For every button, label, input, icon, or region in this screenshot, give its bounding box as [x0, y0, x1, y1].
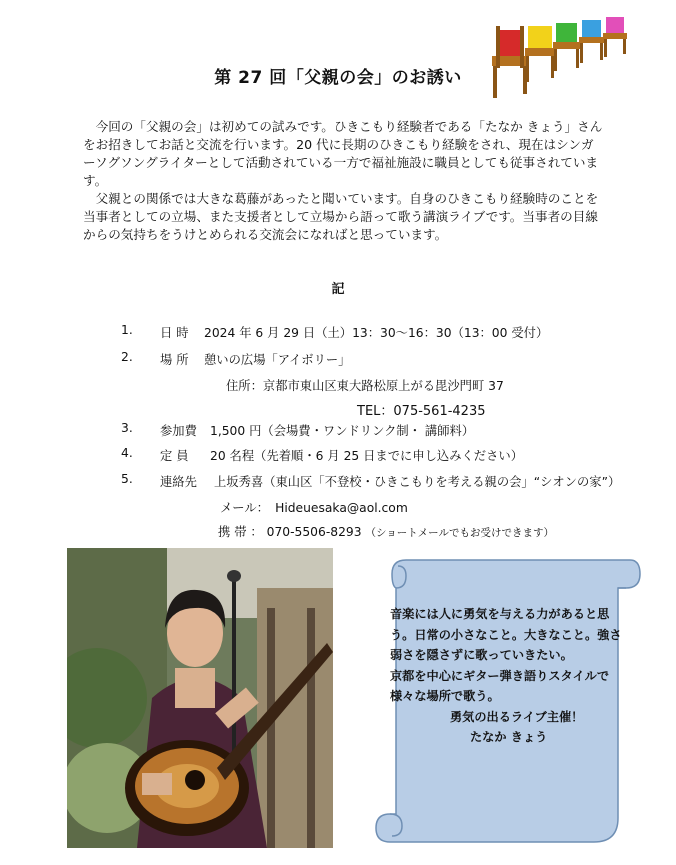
scroll-slogan: 勇気の出るライブ主催！ — [450, 709, 584, 724]
intro-paragraph: 父親との関係では大きな葛藤があったと聞いています。自身のひきこもり経験時のことを当事者としての立場、また支援者として立場から語って歌う講演ライブです。当事者の目線からの気持ちをうけとめられる交流会になればと思っています。 — [83, 191, 599, 242]
event-details: 1. 日 時 2024 年 6 月 29 日（土）13：30～16：30（13：00 受付） 2. 場 所 憩いの広場「アイボリー」 住所：京都市東山区東大路松原上がる毘沙門町 37 TEL：075-561-4235 3. 参加費 1,500 円（会場費・ワンドリンク制・ 講師料） 4. 定 員 20 名程（先着順・6 月 25 日までに申し込みください） 5. 連絡先 上坂秀喜（東山区「不登校・ひきこもりを考える親の会」“シオンの家”） メール： Hideuesaka@aol.com 携 帯 ： 070-5506-8293 （ショートメールでもお受けできます） — [121, 323, 621, 539]
detail-address: 住所：京都市東山区東大路松原上がる毘沙門町 37 — [226, 379, 504, 393]
scroll-signature: たなか きょう — [470, 730, 548, 744]
scroll-message — [390, 604, 622, 748]
scroll-line: 京都を中心にギター弾き語りスタイルで様々な場所で歌う。 — [390, 668, 610, 703]
performer-photo — [67, 548, 333, 848]
detail-mail: メール： Hideuesaka@aol.com — [220, 501, 408, 515]
page-title: 第 27 回「父親の会」のお誘い — [214, 68, 462, 88]
ki-heading: 記 — [331, 282, 345, 297]
detail-tel: TEL：075-561-4235 — [357, 404, 486, 419]
intro-paragraph: 今回の「父親の会」は初めての試みです。ひきこもり経験者である「たなか きょう」さんをお招きしてお話と交流を行います。20 代に長期のひきこもり経験をされ、現在はシンガーソグソングライターとして活動されている一方で福祉施設に職員としても従事されています。 — [83, 119, 603, 188]
scroll-line: 音楽には人に勇気を与える力があると思う。日常の小さなこと。大きなこと。強さ弱さを隠さずに歌っていきたい。 — [390, 607, 622, 662]
detail-mobile: 携 帯 ： 070-5506-8293 （ショートメールでもお受けできます） — [218, 525, 554, 539]
